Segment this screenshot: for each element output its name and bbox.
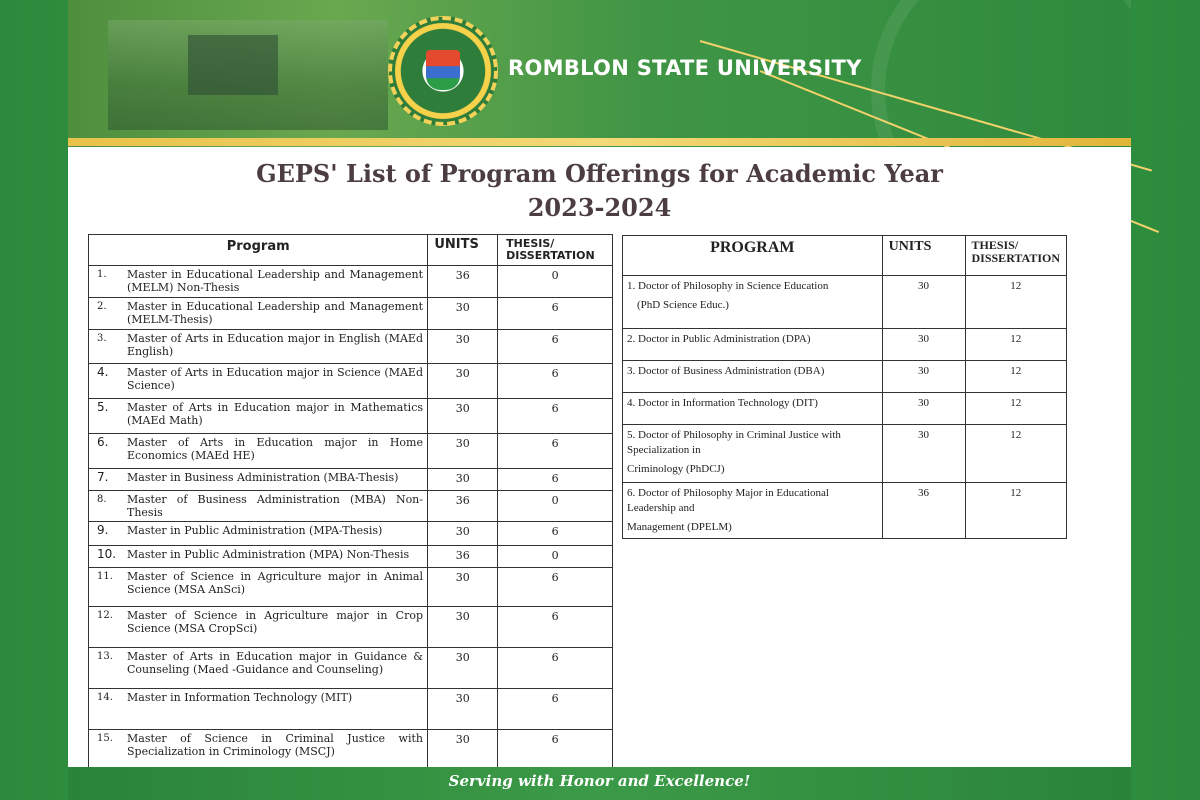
- units-cell: 36: [428, 546, 498, 568]
- thesis-cell: 6: [498, 648, 613, 689]
- units-cell: 30: [428, 648, 498, 689]
- units-cell: 30: [882, 425, 965, 483]
- row-number: 12.: [97, 610, 113, 621]
- table-row: [623, 425, 1067, 483]
- program-name: 3. Doctor of Business Administration (DBA): [627, 365, 825, 377]
- program-cell: [89, 330, 428, 364]
- thesis-cell: 0: [498, 546, 613, 568]
- row-number: 7.: [97, 470, 109, 484]
- program-cell: [89, 266, 428, 298]
- program-name: Master in Business Administration (MBA-Thesis): [127, 471, 399, 484]
- program-cell: [89, 469, 428, 491]
- table-row: [89, 266, 613, 298]
- units-cell: 30: [428, 568, 498, 607]
- masters-programs-table: [88, 234, 613, 770]
- units-cell: 30: [882, 361, 965, 393]
- units-cell: 30: [428, 522, 498, 546]
- program-name: Master in Educational Leadership and Management (MELM) Non-Thesis: [127, 268, 423, 294]
- table-row: [89, 546, 613, 568]
- thesis-cell: 0: [498, 266, 613, 298]
- table-header-row: [89, 235, 613, 266]
- units-cell: 30: [428, 469, 498, 491]
- program-cell: [89, 648, 428, 689]
- thesis-cell: 12: [965, 329, 1067, 361]
- table-row: [623, 276, 1067, 329]
- program-name: Master of Science in Agriculture major in Animal Science (MSA AnSci): [127, 570, 423, 596]
- program-cell: [623, 329, 883, 361]
- table-row: [89, 364, 613, 399]
- program-cell: [89, 607, 428, 648]
- column-header-program: PROGRAM: [623, 236, 883, 276]
- page-title: GEPS' List of Program Offerings for Academic Year: [256, 159, 943, 188]
- column-header-program: Program: [89, 235, 428, 266]
- table-row: [89, 298, 613, 330]
- row-number: 3.: [97, 333, 107, 344]
- thesis-cell: 6: [498, 607, 613, 648]
- program-cell: [623, 276, 883, 329]
- table-row: [89, 730, 613, 770]
- university-name: ROMBLON STATE UNIVERSITY: [508, 56, 862, 80]
- thesis-cell: 6: [498, 730, 613, 770]
- program-name-continued: Criminology (PhDCJ): [627, 463, 725, 475]
- program-cell: [89, 298, 428, 330]
- table-row: [89, 607, 613, 648]
- row-number: 5.: [97, 400, 109, 414]
- program-cell: [89, 491, 428, 522]
- program-name: Master of Arts in Education major in Home Economics (MAEd HE): [127, 436, 423, 462]
- units-cell: 30: [428, 730, 498, 770]
- program-cell: [623, 425, 883, 483]
- gold-stripe: [68, 138, 1131, 146]
- units-cell: 30: [428, 298, 498, 330]
- program-name: Master of Arts in Education major in English (MAEd English): [127, 332, 423, 358]
- row-number: 13.: [97, 651, 113, 662]
- program-name: Master of Arts in Education major in Guidance & Counseling (Maed -Guidance and Counseling): [127, 650, 423, 676]
- units-cell: 30: [882, 329, 965, 361]
- row-number: 11.: [97, 571, 113, 582]
- units-cell: 36: [428, 266, 498, 298]
- thesis-cell: 6: [498, 330, 613, 364]
- content-panel: [68, 147, 1131, 767]
- table-row: [623, 393, 1067, 425]
- table-row: [89, 568, 613, 607]
- thesis-cell: 12: [965, 276, 1067, 329]
- program-cell: [89, 522, 428, 546]
- table-row: [89, 491, 613, 522]
- thesis-cell: 12: [965, 425, 1067, 483]
- units-cell: 30: [428, 689, 498, 730]
- table-row: [89, 689, 613, 730]
- thesis-cell: 0: [498, 491, 613, 522]
- column-header-units: UNITS: [428, 235, 498, 266]
- program-name: 4. Doctor in Information Technology (DIT): [627, 397, 818, 409]
- program-name: 5. Doctor of Philosophy in Criminal Justice with Specialization in: [627, 429, 841, 456]
- row-number: 14.: [97, 692, 113, 703]
- thesis-cell: 6: [498, 469, 613, 491]
- units-cell: 30: [428, 434, 498, 469]
- program-cell: [89, 689, 428, 730]
- footer-motto: Serving with Honor and Excellence!: [448, 772, 751, 790]
- thesis-cell: 6: [498, 689, 613, 730]
- thesis-cell: 12: [965, 483, 1067, 539]
- program-name-continued: Management (DPELM): [627, 521, 732, 533]
- thesis-cell: 6: [498, 522, 613, 546]
- program-cell: [623, 393, 883, 425]
- units-cell: 30: [428, 364, 498, 399]
- units-cell: 30: [882, 393, 965, 425]
- table-row: [89, 522, 613, 546]
- thesis-cell: 6: [498, 298, 613, 330]
- thesis-cell: 12: [965, 361, 1067, 393]
- program-name: 1. Doctor of Philosophy in Science Education: [627, 280, 829, 292]
- table-row: [89, 434, 613, 469]
- row-number: 6.: [97, 435, 109, 449]
- program-name: Master of Arts in Education major in Science (MAEd Science): [127, 366, 423, 392]
- program-cell: [89, 546, 428, 568]
- program-name: 2. Doctor in Public Administration (DPA): [627, 333, 811, 345]
- table-row: [623, 361, 1067, 393]
- program-name: Master in Public Administration (MPA) Non-Thesis: [127, 548, 410, 561]
- program-name: 6. Doctor of Philosophy Major in Educational Leadership and: [627, 487, 829, 514]
- program-cell: [89, 364, 428, 399]
- program-name-continued: (PhD Science Educ.): [637, 299, 729, 311]
- campus-building: [188, 35, 278, 95]
- seal-emblem: [426, 50, 460, 90]
- thesis-cell: 6: [498, 399, 613, 434]
- program-cell: [89, 434, 428, 469]
- thesis-cell: 6: [498, 434, 613, 469]
- row-number: 4.: [97, 365, 109, 379]
- table-row: [89, 648, 613, 689]
- table-row: [623, 329, 1067, 361]
- units-cell: 36: [882, 483, 965, 539]
- program-cell: [89, 730, 428, 770]
- doctoral-programs-table: [622, 235, 1067, 539]
- program-cell: [89, 568, 428, 607]
- program-name: Master in Educational Leadership and Management (MELM-Thesis): [127, 300, 423, 326]
- units-cell: 30: [428, 330, 498, 364]
- units-cell: 30: [882, 276, 965, 329]
- program-name: Master of Science in Agriculture major in Crop Science (MSA CropSci): [127, 609, 423, 635]
- table-row: [89, 330, 613, 364]
- row-number: 1.: [97, 269, 107, 280]
- program-name: Master of Science in Criminal Justice with Specialization in Criminology (MSCJ): [127, 732, 423, 758]
- program-name: Master in Public Administration (MPA-Thesis): [127, 524, 383, 537]
- row-number: 15.: [97, 733, 113, 744]
- units-cell: 30: [428, 399, 498, 434]
- units-cell: 36: [428, 491, 498, 522]
- university-seal-logo: [388, 16, 498, 126]
- thesis-cell: 12: [965, 393, 1067, 425]
- table-row: [623, 483, 1067, 539]
- row-number: 8.: [97, 494, 107, 505]
- column-header-thesis: THESIS/ DISSERTATION: [498, 235, 613, 266]
- table-row: [89, 469, 613, 491]
- column-header-thesis: THESIS/ DISSERTATION: [965, 236, 1067, 276]
- program-name: Master of Arts in Education major in Mathematics (MAEd Math): [127, 401, 423, 427]
- program-cell: [89, 399, 428, 434]
- program-name: Master in Information Technology (MIT): [127, 691, 353, 704]
- program-name: Master of Business Administration (MBA) Non-Thesis: [127, 493, 423, 519]
- row-number: 10.: [97, 547, 117, 561]
- thesis-cell: 6: [498, 568, 613, 607]
- program-cell: [623, 483, 883, 539]
- row-number: 9.: [97, 523, 109, 537]
- column-header-units: UNITS: [882, 236, 965, 276]
- thesis-cell: 6: [498, 364, 613, 399]
- page-title-year: 2023-2024: [527, 193, 672, 222]
- row-number: 2.: [97, 301, 107, 312]
- table-row: [89, 399, 613, 434]
- table-header-row: [623, 236, 1067, 276]
- program-cell: [623, 361, 883, 393]
- units-cell: 30: [428, 607, 498, 648]
